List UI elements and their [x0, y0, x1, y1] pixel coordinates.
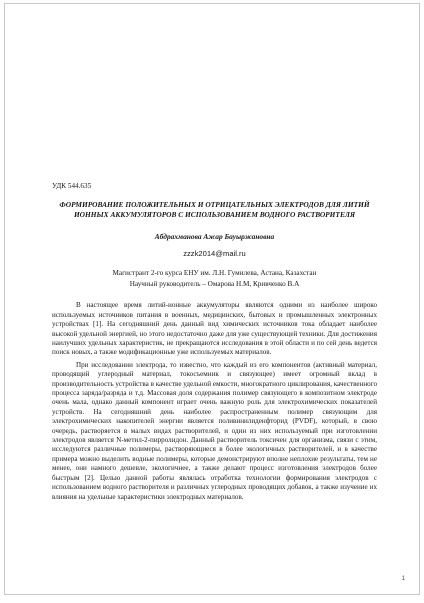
supervisor-line: Научный руководитель – Омарова Н.М, Кривченко В.А — [129, 279, 300, 288]
udk-code: УДК 544.635 — [52, 182, 92, 190]
author-name: Абдрахманова Ажар Бауыржановна — [154, 232, 275, 242]
body-paragraph-1: В настоящее время литий-ионные аккумуляторы являются одними из наиболее широко используемых источников питания в военных, медицинских, бытовых и промышленных электронных устройствах [1]. На сегодняшний день данный вид химических источников тока обладает наиболее высокой удельной энергией, но этого недостаточно даже для уже существующей техники. Для достижения наилучших удельных характеристик, не прекращаются исследования в этой области и по сей день ведется поиск новых, а также модификационные уже используемых материалов. — [52, 301, 377, 357]
page-number: 1 — [401, 576, 405, 582]
author-email: zzzk2014@mail.ru — [183, 249, 246, 259]
body-paragraph-2: При исследовании электрода, то известно, что каждый из его компонентов (активный материал, проводящий углеродный материал, токосъемник и связующее) имеет огромный вклад в производительность устройства в качестве удельной емкости, многократного циклирования, качественного процесса заряда/разряда и т.д. Массовая доля содержания полимер связующего в композитном электроде очень мала, однако данный компонент играет очень важную роль для электрохимических показателей устройств. На сегодняшний день наиболее распространенным полимер связующим для электрохимических накопителей энергии является поливинилиденфторид (PVDF), который, в свою очередь, растворяется в малых видах растворителей, и один из них используемый при изготовлении электродов является N-метил-2-пирролидон. Данный растворитель токсичен для организма, связи с этим, исследуются различные полимеры, растворяющиеся в более экологичных растворителей, и в качестве примера можно выделить водные полимеры, которые демонстрируют вполне неплохие результаты, тем не менее, они намного дешевле, экологичнее, а также делают процесс изготовления электродов более быстрым [2]. Целью данной работы являлась отработка технологии формирования электродов с использованием водного растворителя и различных углеродных проводящих добавок, а также изучение их влияния на удельные характеристики электродных материалов. — [52, 360, 377, 501]
page-content — [52, 182, 377, 505]
affiliation-line: Магистрант 2-го курса ЕНУ им. Л.Н. Гумилева, Астана, Казахстан — [112, 269, 317, 278]
document-page — [4, 3, 420, 595]
article-title: ФОРМИРОВАНИЕ ПОЛОЖИТЕЛЬНЫХ И ОТРИЦАТЕЛЬНЫХ ЭЛЕКТРОДОВ ДЛЯ ЛИТИЙ ИОННЫХ АККУМУЛЯТОРОВ С ИСПОЛЬЗОВАНИЕМ ВОДНОГО РАСТВОРИТЕЛЯ — [59, 200, 370, 219]
